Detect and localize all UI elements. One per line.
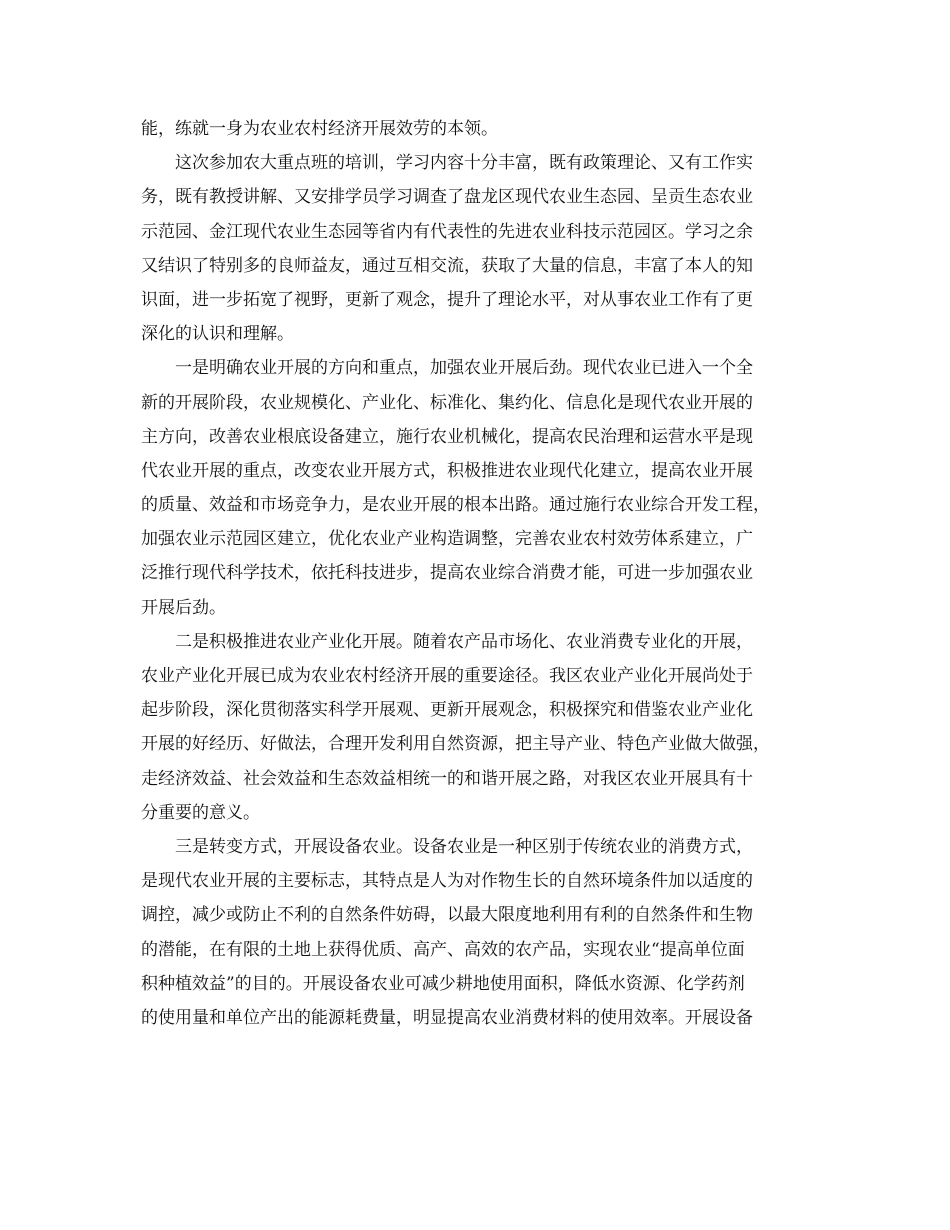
text-line: 主方向，改善农业根底设备建立，施行农业机械化，提高农民治理和运营水平是现	[141, 426, 753, 447]
text-line: 起步阶段，深化贯彻落实科学开展观、更新开展观念，积极探究和借鉴农业产业化	[141, 700, 753, 721]
text-line: 深化的认识和理解。	[141, 324, 294, 345]
text-line: 积种植效益”的目的。开展设备农业可减少耕地使用面积，降低水资源、化学药剂	[141, 973, 745, 994]
paragraph	[141, 830, 811, 1035]
text-line: 调控，减少或防止不利的自然条件妨碍，以最大限度地利用有利的自然条件和生物	[141, 905, 753, 926]
paragraph	[141, 625, 811, 830]
text-line: 的质量、效益和市场竞争力，是农业开展的根本出路。通过施行农业综合开发工程，	[141, 495, 770, 516]
text-line: 代农业开展的重点，改变农业开展方式，积极推进农业现代化建立，提高农业开展	[141, 460, 753, 481]
text-line: 开展的好经历、好做法，合理开发利用自然资源，把主导产业、特色产业做大做强，	[141, 734, 770, 755]
paragraph	[141, 351, 811, 625]
text-line: 务，既有教授讲解、又安排学员学习调查了盘龙区现代农业生态园、呈贡生态农业	[141, 187, 753, 208]
text-line: 这次参加农大重点班的培训，学习内容十分丰富，既有政策理论、又有工作实	[175, 153, 753, 174]
text-line: 的潜能，在有限的土地上获得优质、高产、高效的农产品，实现农业“提高单位面	[141, 939, 745, 960]
text-line: 识面，进一步拓宽了视野，更新了观念，提升了理论水平，对从事农业工作有了更	[141, 289, 753, 310]
text-line: 分重要的意义。	[141, 802, 260, 823]
text-line: 的使用量和单位产出的能源耗费量，明显提高农业消费材料的使用效率。开展设备	[141, 1007, 753, 1028]
document-body	[141, 112, 811, 1035]
text-line: 能，练就一身为农业农村经济开展效劳的本领。	[141, 119, 498, 139]
text-line: 泛推行现代科学技术，依托科技进步，提高农业综合消费才能，可进一步加强农业	[141, 563, 753, 584]
text-line: 加强农业示范园区建立，优化农业产业构造调整，完善农业农村效劳体系建立，广	[141, 529, 753, 550]
text-line: 二是积极推进农业产业化开展。随着农产品市场化、农业消费专业化的开展，	[175, 631, 753, 652]
text-line: 又结识了特别多的良师益友，通过互相交流，获取了大量的信息，丰富了本人的知	[141, 255, 753, 276]
text-line: 三是转变方式，开展设备农业。设备农业是一种区别于传统农业的消费方式，	[175, 836, 753, 857]
text-line: 农业产业化开展已成为农业农村经济开展的重要途径。我区农业产业化开展尚处于	[141, 666, 753, 686]
text-line: 走经济效益、社会效益和生态效益相统一的和谐开展之路，对我区农业开展具有十	[141, 768, 753, 789]
paragraph	[141, 146, 811, 351]
paragraph	[141, 112, 811, 146]
text-line: 示范园、金江现代农业生态园等省内有代表性的先进农业科技示范园区。学习之余	[141, 221, 753, 242]
text-line: 一是明确农业开展的方向和重点，加强农业开展后劲。现代农业已进入一个全	[175, 358, 753, 379]
text-line: 是现代农业开展的主要标志，其特点是人为对作物生长的自然环境条件加以适度的	[141, 871, 753, 892]
text-line: 新的开展阶段，农业规模化、产业化、标准化、集约化、信息化是现代农业开展的	[141, 392, 753, 413]
text-line: 开展后劲。	[141, 597, 226, 618]
